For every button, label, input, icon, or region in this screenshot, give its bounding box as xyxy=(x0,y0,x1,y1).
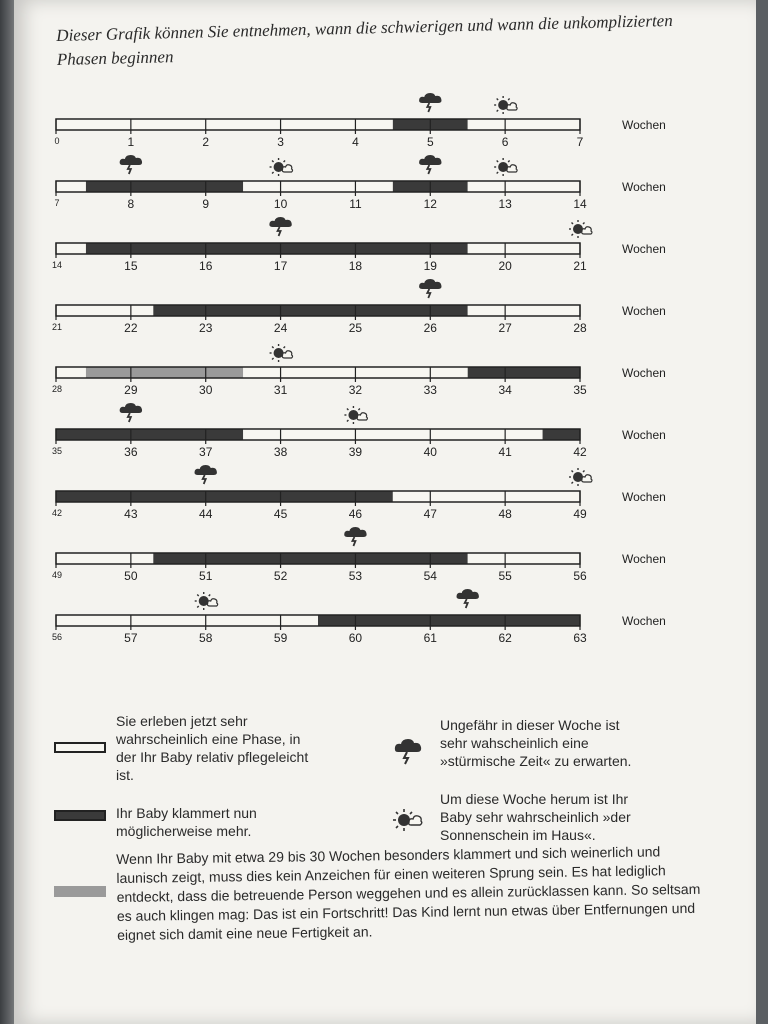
row-2-tick-label-1: 8 xyxy=(127,197,135,211)
row-5-tick-label-7: 35 xyxy=(573,383,587,397)
row-1-tick-label-4: 4 xyxy=(352,135,359,149)
row-3-tick-label-1: 15 xyxy=(124,259,138,273)
legend-dark-text: Ihr Baby klammert nun möglicherweise mehr. xyxy=(116,805,257,839)
row-2-segment-3-light xyxy=(243,181,393,192)
row-9-tick-label-3: 59 xyxy=(273,631,288,645)
row-3-tick-label-4: 18 xyxy=(348,259,363,273)
row-2-segment-1-light xyxy=(56,181,86,192)
row-5-tick-label-3: 31 xyxy=(273,383,288,397)
row-4-tick-label-0: 21 xyxy=(51,322,63,332)
row-8-segment-2-dark xyxy=(153,553,467,564)
row-3-tick-label-6: 20 xyxy=(498,259,512,273)
row-6-segment-2-light xyxy=(243,429,542,440)
row-7-tick-label-6: 48 xyxy=(498,507,512,521)
row-6-storm-icon-1 xyxy=(120,403,142,422)
row-4-tick-label-4: 25 xyxy=(348,321,363,335)
row-1-sun-icon-1 xyxy=(494,96,517,114)
row-5-tick-label-5: 33 xyxy=(423,383,437,397)
row-4-storm-icon-1 xyxy=(419,279,441,298)
chart-title: Dieser Grafik können Sie entnehmen, wann die schwierigen und wann die unkomplizierten Phasen beginnen xyxy=(56,10,673,69)
row-5-tick-label-1: 29 xyxy=(124,383,138,397)
legend-gray-text: Wenn Ihr Baby mit etwa 29 bis 30 Wochen besonders klammert und sich weinerlich und launisch zeigt, muss dies kein Anzeichen für einen weiteren Sprung sein. Es hat lediglich entdeckt, dass die betreuende Person weggehen und es allein zurücklassen kann. So seltsam es auch klingen mag: Das ist ein Fortschritt! Das Kind lernt nun etwas über Entfernungen und eignet sich damit eine neue Fertigkeit an. xyxy=(116,843,701,943)
row-1-tick-label-2: 2 xyxy=(202,135,210,149)
row-9-tick-label-7: 63 xyxy=(573,631,587,645)
row-9-tick-label-1: 57 xyxy=(124,631,138,645)
row-2-tick-label-3: 10 xyxy=(273,197,288,211)
row-1-segment-1-light xyxy=(56,119,393,130)
row-3-sun-icon-1 xyxy=(569,220,592,238)
row-6-unit-label: Wochen xyxy=(622,428,666,442)
row-5-tick-label-6: 34 xyxy=(498,383,512,397)
legend-gray-swatch xyxy=(54,886,106,897)
row-9-tick-label-0: 56 xyxy=(51,632,63,642)
row-7-tick-label-0: 42 xyxy=(51,508,63,518)
row-7-tick-label-4: 46 xyxy=(348,507,363,521)
row-7-tick-label-3: 45 xyxy=(273,507,288,521)
legend-dark-swatch xyxy=(54,810,106,821)
row-7-storm-icon-1 xyxy=(195,465,217,484)
row-3-segment-3-light xyxy=(468,243,580,254)
row-1-tick-label-5: 5 xyxy=(426,135,434,149)
row-8-tick-label-0: 49 xyxy=(51,570,63,580)
timeline-chart xyxy=(0,80,768,670)
row-6-tick-label-3: 38 xyxy=(273,445,288,459)
row-2-storm-icon-2 xyxy=(419,155,441,174)
row-8-tick-label-2: 51 xyxy=(199,569,213,583)
row-4-tick-label-3: 24 xyxy=(273,321,288,335)
row-3-unit-label: Wochen xyxy=(622,242,666,256)
row-2-tick-label-7: 14 xyxy=(573,197,587,211)
row-8-segment-1-light xyxy=(56,553,153,564)
row-2-sun-icon-1 xyxy=(270,158,293,176)
legend-storm-text: Ungefähr in dieser Woche ist sehr wahscheinlich eine »stürmische Zeit« zu erwarten. xyxy=(440,717,632,769)
row-8-tick-label-4: 53 xyxy=(348,569,363,583)
row-8-unit-label: Wochen xyxy=(622,552,666,566)
row-3-tick-label-2: 16 xyxy=(199,259,213,273)
row-1-tick-label-3: 3 xyxy=(277,135,284,149)
row-1-tick-label-1: 1 xyxy=(127,135,135,149)
legend-sun-text: Um diese Woche herum ist Ihr Baby sehr wahrscheinlich »der Sonnenschein im Haus«. xyxy=(440,791,631,843)
row-3-segment-1-light xyxy=(56,243,86,254)
row-5-segment-2-gray xyxy=(86,367,243,378)
row-8-tick-label-1: 50 xyxy=(124,569,138,583)
row-6-tick-label-4: 39 xyxy=(348,445,363,459)
legend-storm-icon xyxy=(392,736,426,766)
row-7-unit-label: Wochen xyxy=(622,490,666,504)
row-8-tick-label-6: 55 xyxy=(498,569,512,583)
row-2-unit-label: Wochen xyxy=(622,180,666,194)
row-9-segment-1-light xyxy=(56,615,318,626)
row-2-sun-icon-2 xyxy=(494,158,517,176)
row-4-segment-1-light xyxy=(56,305,153,316)
row-8-tick-label-5: 54 xyxy=(423,569,437,583)
row-2-storm-icon-1 xyxy=(120,155,142,174)
row-3-tick-label-7: 21 xyxy=(573,259,587,273)
row-6-segment-3-dark xyxy=(543,429,580,440)
row-6-tick-label-2: 37 xyxy=(199,445,213,459)
row-3-tick-label-0: 14 xyxy=(51,260,63,270)
row-7-tick-label-1: 43 xyxy=(124,507,138,521)
row-6-segment-1-dark xyxy=(56,429,243,440)
row-6-tick-label-0: 35 xyxy=(51,446,63,456)
row-8-storm-icon-1 xyxy=(344,527,366,546)
row-4-unit-label: Wochen xyxy=(622,304,666,318)
row-4-tick-label-6: 27 xyxy=(498,321,512,335)
row-5-segment-4-dark xyxy=(468,367,580,378)
row-4-tick-label-1: 22 xyxy=(124,321,138,335)
row-3-tick-label-5: 19 xyxy=(423,259,437,273)
row-9-tick-label-2: 58 xyxy=(199,631,213,645)
row-2-tick-label-5: 12 xyxy=(423,197,437,211)
row-7-tick-label-7: 49 xyxy=(573,507,587,521)
row-9-storm-icon-1 xyxy=(457,589,479,608)
row-1-tick-label-0: 0 xyxy=(54,136,60,146)
row-5-tick-label-2: 30 xyxy=(199,383,213,397)
row-8-tick-label-3: 52 xyxy=(273,569,288,583)
row-7-segment-1-dark xyxy=(56,491,393,502)
row-8-segment-3-light xyxy=(468,553,580,564)
row-1-storm-icon-1 xyxy=(419,93,441,112)
row-3-tick-label-3: 17 xyxy=(273,259,288,273)
row-9-tick-label-6: 62 xyxy=(498,631,512,645)
row-5-segment-1-light xyxy=(56,367,86,378)
row-9-tick-label-4: 60 xyxy=(348,631,363,645)
row-1-tick-label-6: 6 xyxy=(501,135,509,149)
row-4-tick-label-2: 23 xyxy=(199,321,213,335)
legend-light-swatch xyxy=(54,742,106,753)
row-4-tick-label-7: 28 xyxy=(573,321,587,335)
row-9-sun-icon-1 xyxy=(195,592,218,610)
row-2-tick-label-4: 11 xyxy=(349,197,362,211)
row-7-tick-label-5: 47 xyxy=(423,507,437,521)
legend-light-text: Sie erleben jetzt sehr wahrscheinlich eine Phase, in der Ihr Baby relativ pflegeleicht ist. xyxy=(116,713,309,783)
row-6-tick-label-7: 42 xyxy=(573,445,587,459)
row-9-unit-label: Wochen xyxy=(622,614,666,628)
row-4-segment-2-dark xyxy=(153,305,467,316)
row-6-sun-icon-1 xyxy=(344,406,367,424)
row-5-sun-icon-1 xyxy=(270,344,293,362)
row-4-tick-label-5: 26 xyxy=(423,321,437,335)
row-1-unit-label: Wochen xyxy=(622,118,666,132)
row-5-unit-label: Wochen xyxy=(622,366,666,380)
row-2-segment-2-dark xyxy=(86,181,243,192)
legend-sun-icon xyxy=(390,804,424,834)
row-3-storm-icon-1 xyxy=(269,217,291,236)
row-7-tick-label-2: 44 xyxy=(199,507,213,521)
row-7-sun-icon-1 xyxy=(569,468,592,486)
row-3-segment-2-dark xyxy=(86,243,468,254)
row-6-tick-label-6: 41 xyxy=(498,445,512,459)
row-2-tick-label-6: 13 xyxy=(498,197,512,211)
row-1-tick-label-7: 7 xyxy=(576,135,584,149)
row-7-segment-2-light xyxy=(393,491,580,502)
row-1-segment-3-light xyxy=(468,119,580,130)
row-2-tick-label-2: 9 xyxy=(202,197,210,211)
row-9-segment-2-dark xyxy=(318,615,580,626)
row-2-segment-5-light xyxy=(468,181,580,192)
row-9-tick-label-5: 61 xyxy=(423,631,437,645)
row-8-tick-label-7: 56 xyxy=(573,569,587,583)
row-5-tick-label-4: 32 xyxy=(348,383,363,397)
row-5-tick-label-0: 28 xyxy=(51,384,63,394)
row-6-tick-label-5: 40 xyxy=(423,445,437,459)
row-2-tick-label-0: 7 xyxy=(54,198,60,208)
row-6-tick-label-1: 36 xyxy=(124,445,138,459)
row-4-segment-3-light xyxy=(468,305,580,316)
